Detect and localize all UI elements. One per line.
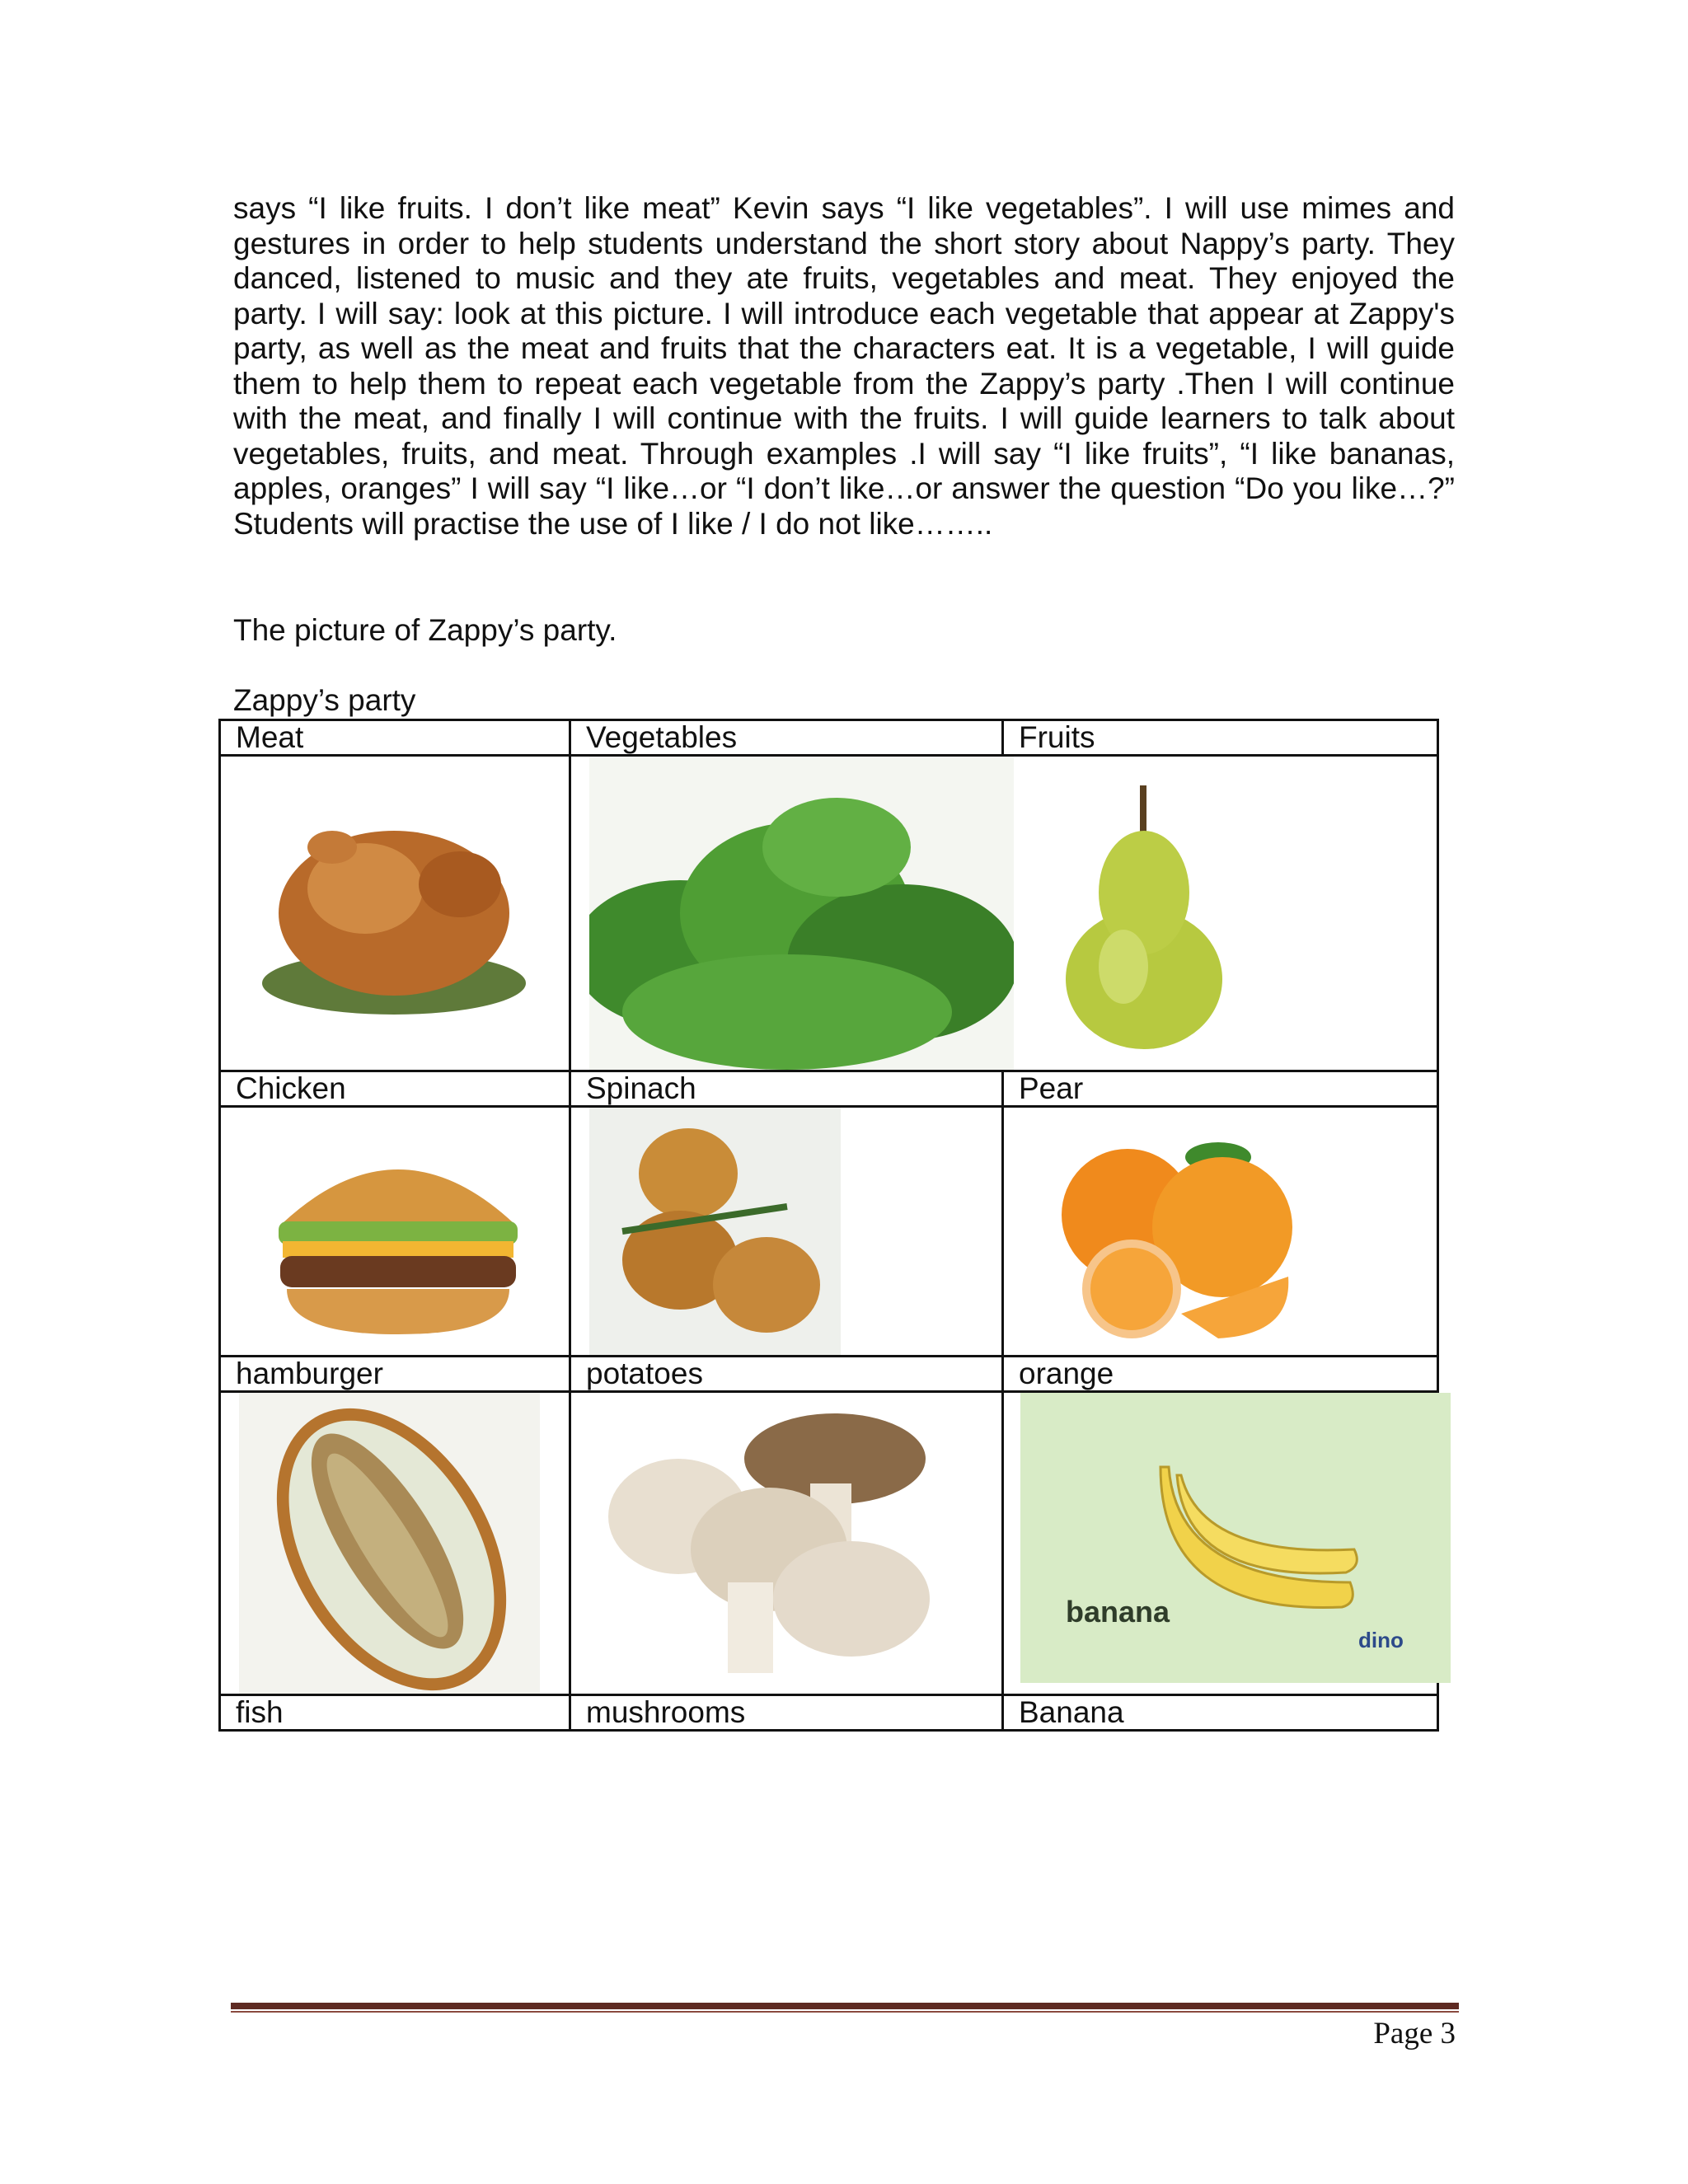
image-row — [220, 1107, 1438, 1357]
banana-icon — [1152, 1459, 1367, 1624]
label-spinach: Spinach — [570, 1071, 1003, 1107]
header-vegetables: Vegetables — [570, 720, 1003, 756]
page-number: Page 3 — [1373, 2017, 1456, 2050]
pear-image-cell — [1003, 756, 1438, 1071]
potatoes-image-cell — [570, 1107, 1003, 1357]
chicken-image-cell — [220, 756, 570, 1071]
header-meat: Meat — [220, 720, 570, 756]
mushrooms-image-cell — [570, 1392, 1003, 1695]
table-header-row — [220, 720, 1438, 756]
mushrooms-image — [604, 1409, 950, 1681]
fish-image — [239, 1393, 540, 1694]
label-row — [220, 1071, 1438, 1107]
label-banana: Banana — [1003, 1695, 1438, 1731]
pear-image — [1053, 785, 1235, 1049]
spinach-image-cell — [570, 756, 1003, 1071]
label-row — [220, 1695, 1438, 1731]
banana-image-cell — [1003, 1392, 1438, 1695]
table-title: Zappy’s party — [233, 683, 416, 717]
label-potatoes: potatoes — [570, 1357, 1003, 1392]
orange-image — [1053, 1116, 1301, 1347]
potatoes-image — [589, 1108, 841, 1355]
label-chicken: Chicken — [220, 1071, 570, 1107]
label-hamburger: hamburger — [220, 1357, 570, 1392]
hamburger-image — [270, 1124, 526, 1347]
fish-image-cell — [220, 1392, 570, 1695]
spinach-image — [589, 757, 1014, 1070]
hamburger-image-cell — [220, 1107, 570, 1357]
footer-rule-thin — [231, 2011, 1459, 2013]
image-row — [220, 756, 1438, 1071]
banana-image — [1020, 1393, 1451, 1683]
image-row — [220, 1392, 1438, 1695]
body-paragraph: says “I like fruits. I don’t like meat” Kevin says “I like vegetables”. I will use mimes and gestures in order to help students understand the short story about Nappy’s party. They danced, listened to music and they ate fruits, vegetables and meat. They enjoyed the party. I will say: look at this picture. I will introduce each vegetable that appear at Zappy's party, as well as the meat and fruits that the characters eat. It is a vegetable, I will guide them to help them to repeat each vegetable from the Zappy’s party .Then I will continue with the meat, and finally I will continue with the fruits. I will guide learners to talk about vegetables, fruits, and meat. Through examples .I will say “I like fruits”, “I like bananas, apples, oranges” I will say “I like…or “I don’t like…or answer the question “Do you like…?” Students will practise the use of I like / I do not like…….. — [233, 191, 1455, 541]
footer-rule — [231, 2003, 1459, 2009]
dino-logo: dino — [1358, 1628, 1404, 1652]
label-row — [220, 1357, 1438, 1392]
banana-image-text: banana — [1066, 1595, 1170, 1629]
label-pear: Pear — [1003, 1071, 1438, 1107]
orange-image-cell — [1003, 1107, 1438, 1357]
picture-caption: The picture of Zappy’s party. — [233, 613, 617, 647]
label-fish: fish — [220, 1695, 570, 1731]
header-fruits: Fruits — [1003, 720, 1438, 756]
food-table — [218, 719, 1439, 1732]
label-orange: orange — [1003, 1357, 1438, 1392]
label-mushrooms: mushrooms — [570, 1695, 1003, 1731]
roast-chicken-image — [254, 790, 534, 1029]
